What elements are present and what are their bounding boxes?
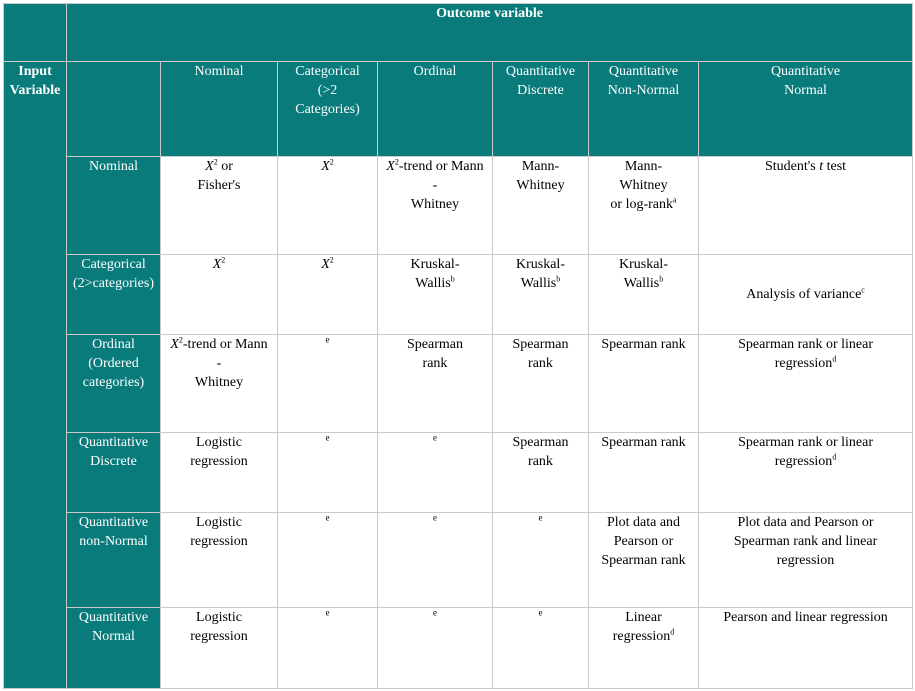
cell-normal-nonnormal: Linear regression$^d$ bbox=[589, 608, 699, 689]
cell-normal-categorical: e bbox=[278, 608, 378, 689]
cell-nominal-discrete: Mann- Whitney bbox=[493, 157, 589, 255]
cell-categorical-discrete: Kruskal- Wallis$^b$ bbox=[493, 255, 589, 335]
col-header-categorical: Categorical (>2 Categories) bbox=[278, 62, 378, 157]
row-header-quant-normal: Quantitative Normal bbox=[67, 608, 161, 689]
table-row bbox=[4, 608, 913, 689]
row-header-categorical: Categorical (2>categories) bbox=[67, 255, 161, 335]
table-row bbox=[4, 513, 913, 608]
cell-nonnormal-ordinal: e bbox=[378, 513, 493, 608]
cell-nonnormal-discrete: e bbox=[493, 513, 589, 608]
cell-categorical-categorical: $X^2$ bbox=[278, 255, 378, 335]
col-header-quant-discrete: Quantitative Discrete bbox=[493, 62, 589, 157]
cell-ordinal-categorical: e bbox=[278, 335, 378, 433]
input-variable-header: Input Variable bbox=[4, 62, 67, 689]
cell-discrete-nonnormal: Spearman rank bbox=[589, 433, 699, 513]
cell-nonnormal-normal: Plot data and Pearson or Spearman rank and linear regression bbox=[699, 513, 913, 608]
cell-nominal-nominal: $X^2$ or Fisher's bbox=[161, 157, 278, 255]
cell-discrete-nominal: Logistic regression bbox=[161, 433, 278, 513]
col-header-quant-normal: Quantitative Normal bbox=[699, 62, 913, 157]
cell-discrete-categorical: e bbox=[278, 433, 378, 513]
row-header-quant-discrete: Quantitative Discrete bbox=[67, 433, 161, 513]
row-header-quant-nonnormal: Quantitative non-Normal bbox=[67, 513, 161, 608]
cell-categorical-ordinal: Kruskal- Wallis$^b$ bbox=[378, 255, 493, 335]
blank-header-cell bbox=[67, 62, 161, 157]
cell-ordinal-nonnormal: Spearman rank bbox=[589, 335, 699, 433]
cell-discrete-normal: Spearman rank or linear regression$^d$ bbox=[699, 433, 913, 513]
outcome-variable-header: Outcome variable bbox=[67, 4, 913, 62]
table-row bbox=[4, 255, 913, 335]
cell-discrete-ordinal: e bbox=[378, 433, 493, 513]
cell-nonnormal-categorical: e bbox=[278, 513, 378, 608]
cell-normal-ordinal: e bbox=[378, 608, 493, 689]
cell-nominal-categorical: $X^2$ bbox=[278, 157, 378, 255]
table-row bbox=[4, 335, 913, 433]
cell-ordinal-nominal: $X^2$-trend or Mann - Whitney bbox=[161, 335, 278, 433]
cell-nominal-nonnormal: Mann- Whitney or log-rank$^a$ bbox=[589, 157, 699, 255]
cell-normal-discrete: e bbox=[493, 608, 589, 689]
col-header-nominal: Nominal bbox=[161, 62, 278, 157]
corner-cell bbox=[4, 4, 67, 62]
cell-nominal-normal: Student's t test bbox=[699, 157, 913, 255]
table-row bbox=[4, 433, 913, 513]
statistical-test-table bbox=[3, 3, 913, 689]
cell-ordinal-ordinal: Spearman rank bbox=[378, 335, 493, 433]
col-header-ordinal: Ordinal bbox=[378, 62, 493, 157]
cell-normal-nominal: Logistic regression bbox=[161, 608, 278, 689]
cell-nominal-ordinal: $X^2$-trend or Mann - Whitney bbox=[378, 157, 493, 255]
row-header-nominal: Nominal bbox=[67, 157, 161, 255]
cell-nonnormal-nominal: Logistic regression bbox=[161, 513, 278, 608]
cell-discrete-discrete: Spearman rank bbox=[493, 433, 589, 513]
cell-nonnormal-nonnormal: Plot data and Pearson or Spearman rank bbox=[589, 513, 699, 608]
cell-ordinal-discrete: Spearman rank bbox=[493, 335, 589, 433]
cell-categorical-normal: Analysis of variance$^c$ bbox=[699, 255, 913, 335]
cell-categorical-nonnormal: Kruskal- Wallis$^b$ bbox=[589, 255, 699, 335]
row-header-ordinal: Ordinal (Ordered categories) bbox=[67, 335, 161, 433]
table-row bbox=[4, 157, 913, 255]
cell-ordinal-normal: Spearman rank or linear regression$^d$ bbox=[699, 335, 913, 433]
cell-normal-normal: Pearson and linear regression bbox=[699, 608, 913, 689]
col-header-quant-nonnormal: Quantitative Non-Normal bbox=[589, 62, 699, 157]
cell-categorical-nominal: $X^2$ bbox=[161, 255, 278, 335]
